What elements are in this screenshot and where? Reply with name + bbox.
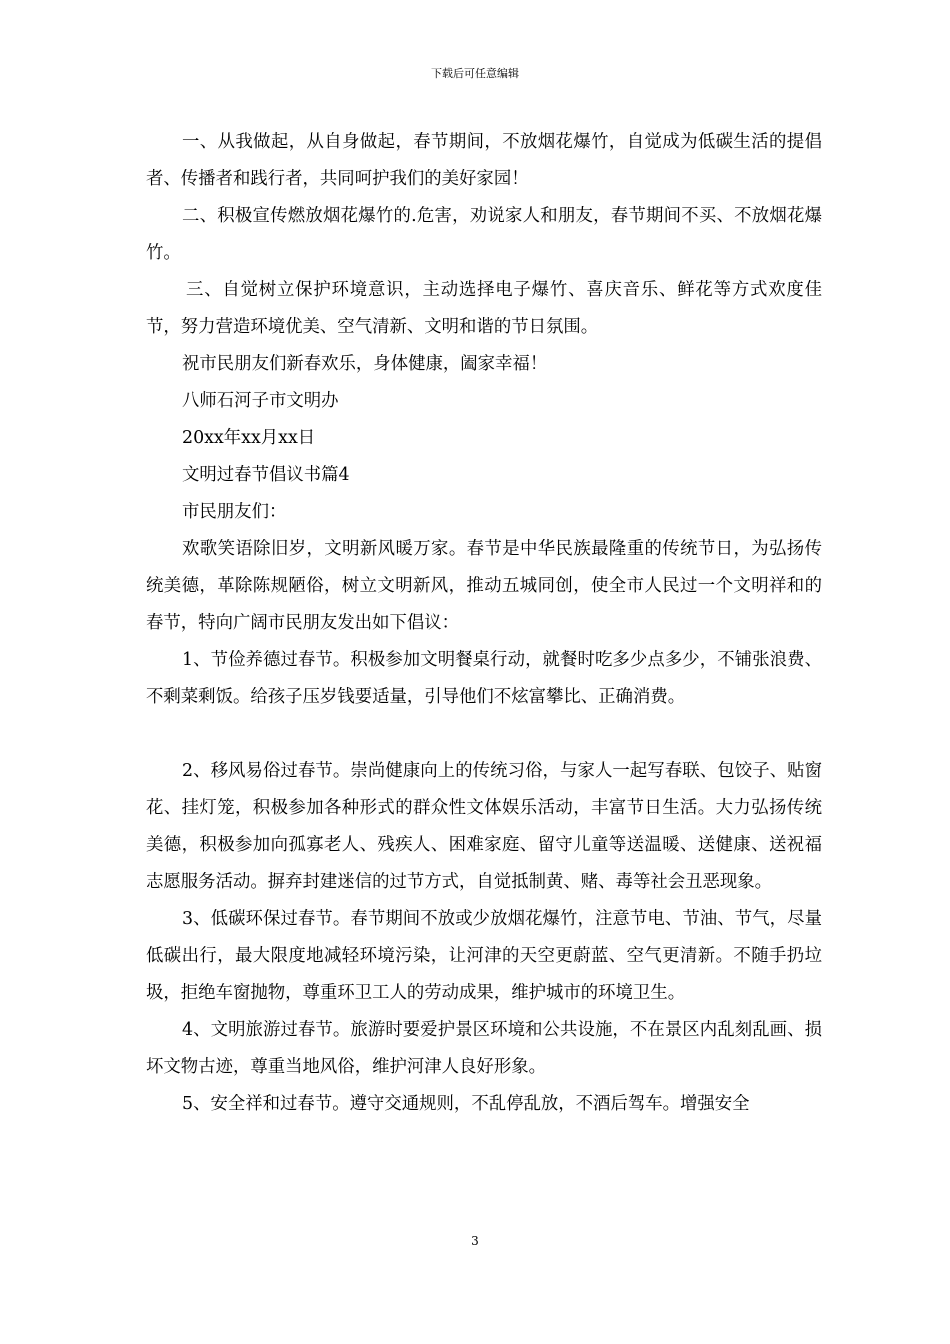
section-title: 文明过春节倡议书篇4 — [182, 465, 350, 485]
paragraph-item-3: 三、自觉树立保护环境意识，主动选择电子爆竹、喜庆音乐、鲜花等方式欢度佳节，努力营造环境优美、空气清新、文明和谐的节日氛围。 — [146, 280, 822, 337]
proposal-item-5: 5、安全祥和过春节。遵守交通规则，不乱停乱放，不酒后驾车。增强安全 — [182, 1094, 750, 1114]
closing-wish: 祝市民朋友们新春欢乐，身体健康，阖家幸福！ — [182, 354, 548, 374]
proposal-item-1: 1、节俭养德过春节。积极参加文明餐桌行动，就餐时吃多少点多少，不铺张浪费、不剩菜剩饭。给孩子压岁钱要适量，引导他们不炫富攀比、正确消费。 — [146, 650, 822, 707]
document-body — [146, 124, 822, 1123]
page-number: 3 — [471, 1234, 479, 1248]
proposal-item-3: 3、低碳环保过春节。春节期间不放或少放烟花爆竹，注意节电、节油、节气，尽量低碳出行，最大限度地减轻环境污染，让河津的天空更蔚蓝、空气更清新。不随手扔垃圾，拒绝车窗抛物，尊重环卫工人的劳动成果，维护城市的环境卫生。 — [146, 909, 822, 1003]
paragraph-item-1: 一、从我做起，从自身做起，春节期间，不放烟花爆竹，自觉成为低碳生活的提倡者、传播者和践行者，共同呵护我们的美好家园！ — [146, 132, 822, 189]
signature-organization: 八师石河子市文明办 — [182, 391, 339, 411]
signature-date: 20xx年xx月xx日 — [182, 428, 316, 448]
paragraph-item-2: 二、积极宣传燃放烟花爆竹的.危害，劝说家人和朋友，春节期间不买、不放烟花爆竹。 — [146, 206, 822, 263]
proposal-item-4: 4、文明旅游过春节。旅游时要爱护景区环境和公共设施，不在景区内乱刻乱画、损坏文物古迹，尊重当地风俗，维护河津人良好形象。 — [146, 1020, 822, 1077]
salutation: 市民朋友们： — [182, 502, 287, 522]
page-header: 下载后可任意编辑 — [431, 67, 519, 80]
proposal-item-2: 2、移风易俗过春节。崇尚健康向上的传统习俗，与家人一起写春联、包饺子、贴窗花、挂灯笼，积极参加各种形式的群众性文体娱乐活动，丰富节日生活。大力弘扬传统美德，积极参加向孤寡老人、残疾人、困难家庭、留守儿童等送温暖、送健康、送祝福志愿服务活动。摒弃封建迷信的过节方式，自觉抵制黄、赌、毒等社会丑恶现象。 — [146, 761, 822, 892]
intro-paragraph: 欢歌笑语除旧岁，文明新风暖万家。春节是中华民族最隆重的传统节日，为弘扬传统美德，革除陈规陋俗，树立文明新风，推动五城同创，使全市人民过一个文明祥和的春节，特向广阔市民朋友发出如下倡议： — [146, 539, 822, 633]
